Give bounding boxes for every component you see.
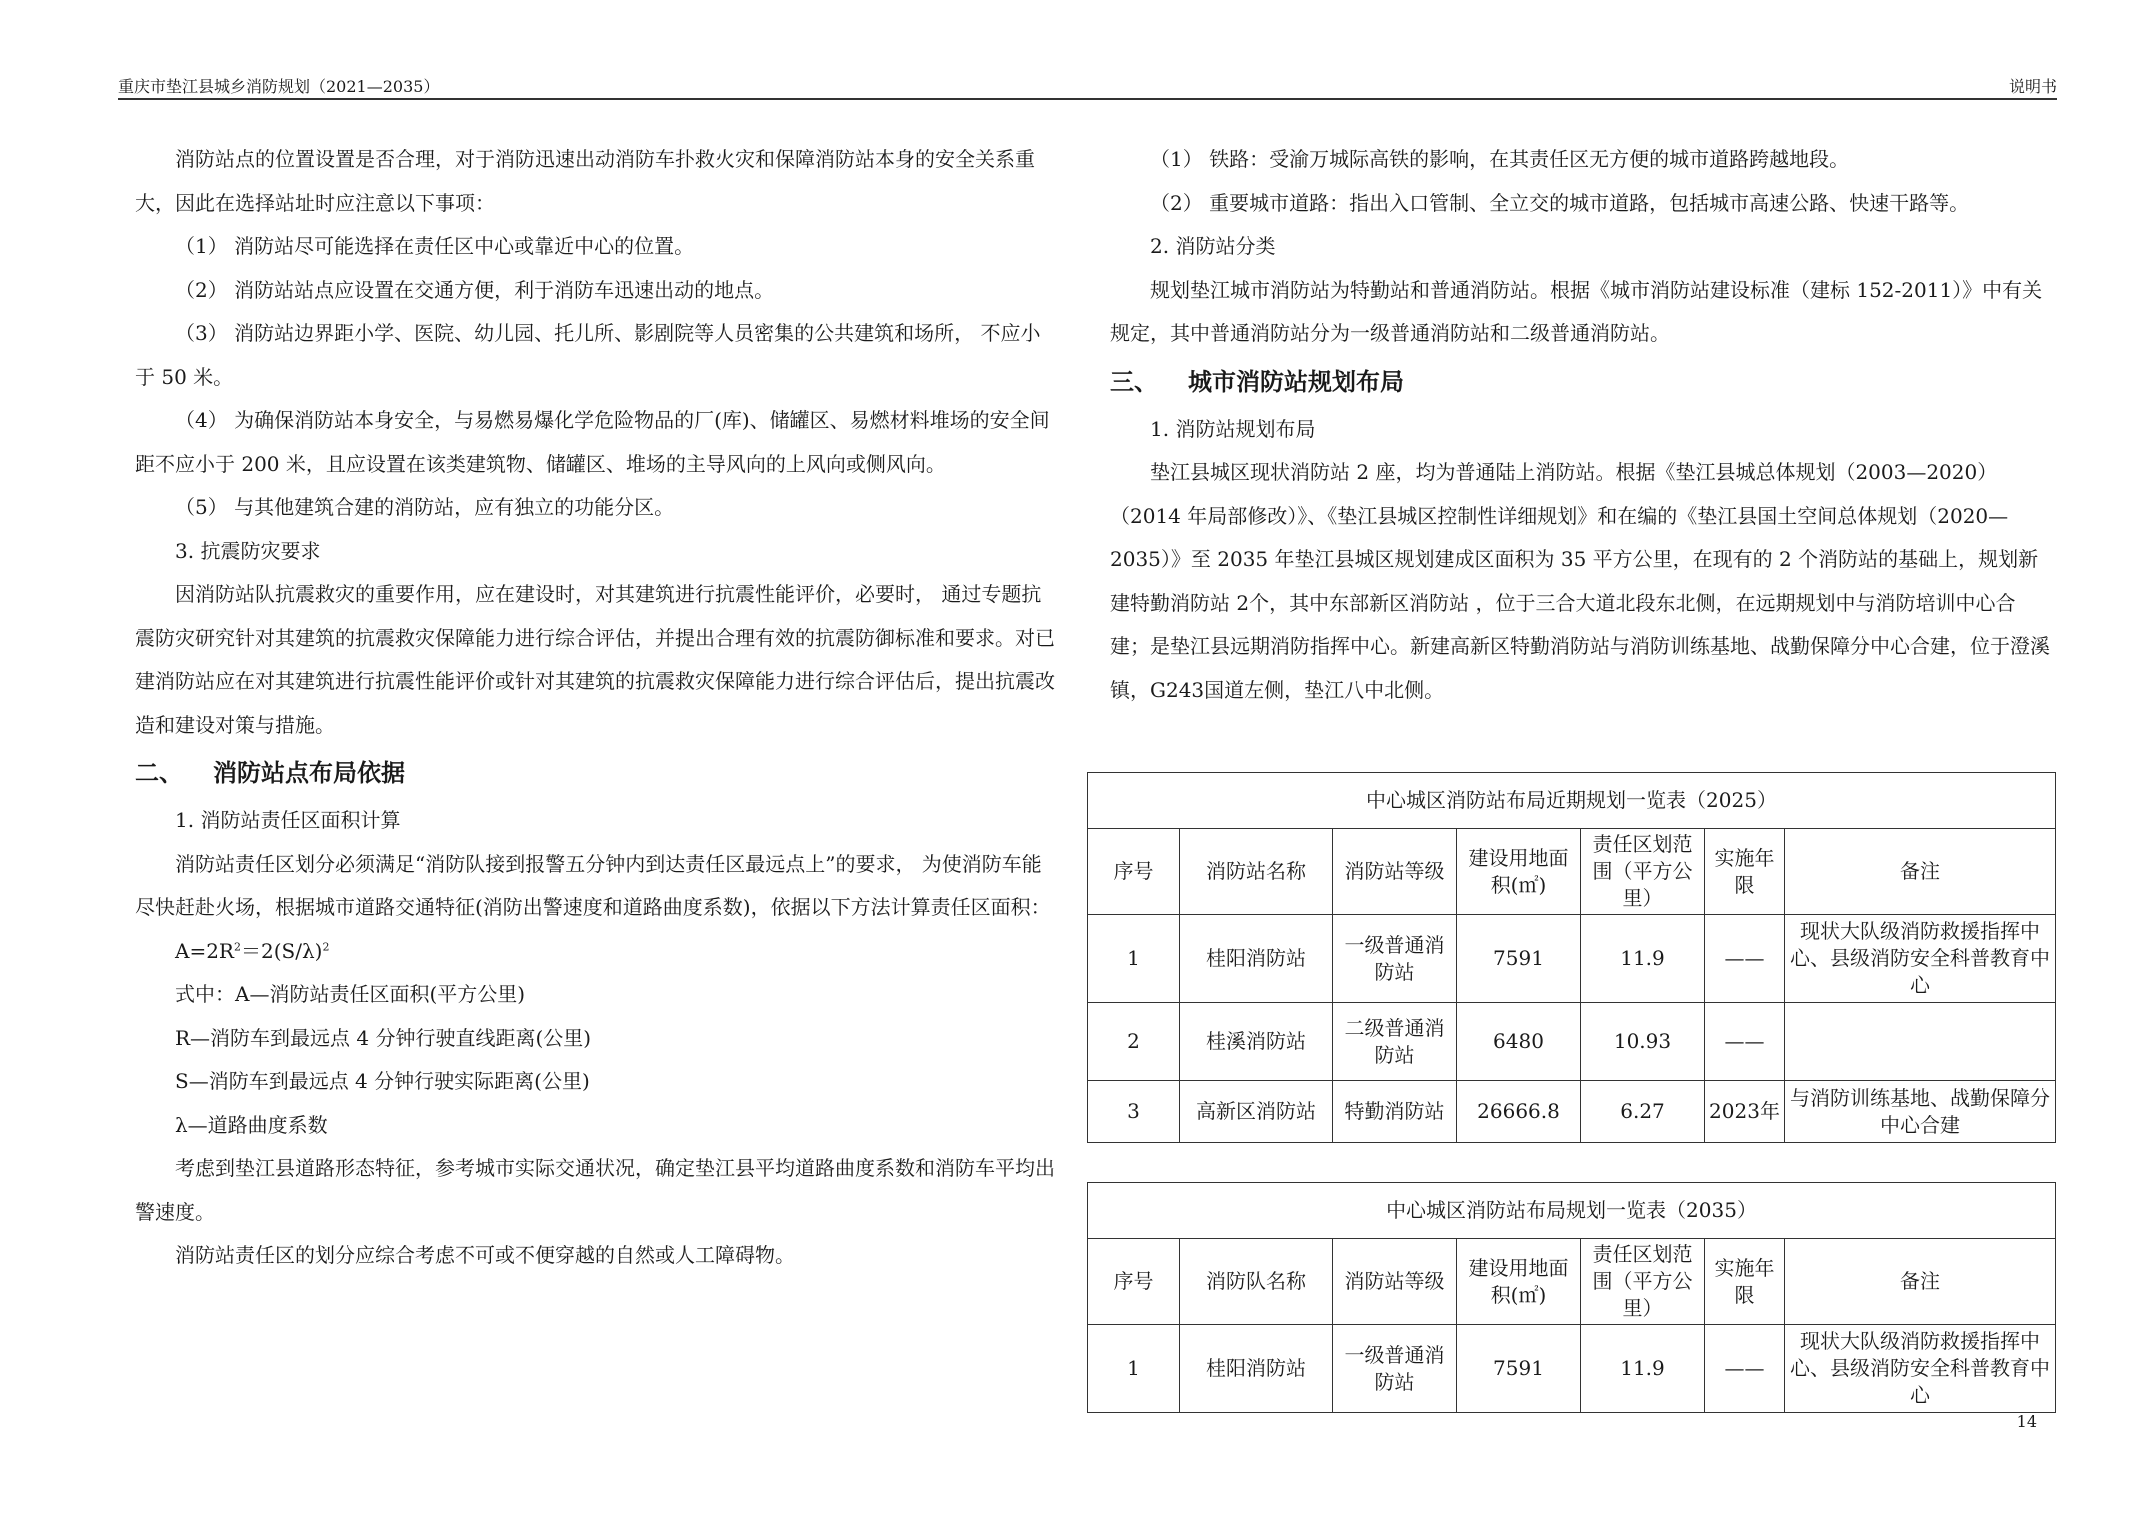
table-cell: 桂阳消防站	[1180, 1325, 1333, 1413]
table-header: 实施年限	[1705, 829, 1785, 915]
table-cell: 1	[1088, 1325, 1180, 1413]
table-header: 消防站名称	[1180, 829, 1333, 915]
table-caption: 中心城区消防站布局规划一览表（2035）	[1088, 1183, 2056, 1239]
subsection-heading: 3. 抗震防灾要求	[175, 538, 321, 563]
table-cell: 现状大队级消防救援指挥中心、县级消防安全科普教育中心	[1785, 1325, 2056, 1413]
station-plan-table-2035	[1087, 1182, 2056, 1413]
table-cell: 高新区消防站	[1180, 1081, 1333, 1143]
table-header: 消防站等级	[1333, 1239, 1457, 1325]
list-item: （3） 消防站边界距小学、医院、幼儿园、托儿所、影剧院等人员密集的公共建筑和场所， 不应小于 50 米。	[135, 321, 1041, 389]
document-type: 说明书	[2008, 77, 2057, 96]
table-caption: 中心城区消防站布局近期规划一览表（2025）	[1088, 773, 2056, 829]
table-cell: 二级普通消防站	[1333, 1003, 1457, 1081]
paragraph: 因消防站队抗震救灾的重要作用，应在建设时，对其建筑进行抗震性能评价，必要时， 通过专题抗震防灾研究针对其建筑的抗震救灾保障能力进行综合评估，并提出合理有效的抗震防御标准和要求。对已建消防站应在对其建筑进行抗震性能评价或针对其建筑的抗震救灾保障能力进行综合评估后，提出抗震改造和建设对策与措施。	[135, 582, 1055, 737]
table-cell: ——	[1705, 1325, 1785, 1413]
formula-superscript: 2	[322, 939, 330, 953]
table-header: 备注	[1785, 1239, 2056, 1325]
list-item: （2） 消防站站点应设置在交通方便，利于消防车迅速出动的地点。	[175, 277, 775, 302]
table-cell: 7591	[1457, 1325, 1581, 1413]
table-cell: 7591	[1457, 915, 1581, 1003]
table-cell: 10.93	[1581, 1003, 1705, 1081]
formula-superscript: 2	[233, 939, 241, 953]
formula-part: ＝2(S/λ)	[240, 938, 323, 963]
paragraph: 规划垫江城市消防站为特勤站和普通消防站。根据《城市消防站建设标准（建标 152-2011）》中有关规定，其中普通消防站分为一级普通消防站和二级普通消防站。	[1110, 277, 2043, 345]
table-header: 消防队名称	[1180, 1239, 1333, 1325]
table-cell: 特勤消防站	[1333, 1081, 1457, 1143]
list-item: （4） 为确保消防站本身安全，与易燃易爆化学危险物品的厂(库)、储罐区、易燃材料堆场的安全间距不应小于 200 米，且应设置在该类建筑物、储罐区、堆场的主导风向的上风向或侧风向。	[135, 408, 1050, 476]
table-cell: ——	[1705, 915, 1785, 1003]
definition: S—消防车到最远点 4 分钟行驶实际距离(公里)	[175, 1069, 590, 1093]
subsection-heading: 2. 消防站分类	[1150, 234, 1276, 258]
table-row	[1088, 1325, 2056, 1413]
page-header	[118, 72, 2057, 100]
table-header: 责任区划范围（平方公里）	[1581, 829, 1705, 915]
left-column	[135, 138, 1060, 1278]
definition: λ—道路曲度系数	[175, 1112, 328, 1137]
subsection-heading: 1. 消防站规划布局	[1150, 416, 1316, 441]
table-cell: 桂阳消防站	[1180, 915, 1333, 1003]
table-header: 备注	[1785, 829, 2056, 915]
section-heading	[135, 747, 1060, 799]
section-title: 城市消防站规划布局	[1188, 367, 1404, 396]
table-header: 序号	[1088, 829, 1180, 915]
table-cell: 26666.8	[1457, 1081, 1581, 1143]
list-item: （1） 消防站尽可能选择在责任区中心或靠近中心的位置。	[175, 234, 695, 258]
paragraph: 消防站点的位置设置是否合理，对于消防迅速出动消防车扑救火灾和保障消防站本身的安全关系重大，因此在选择站址时应注意以下事项：	[135, 147, 1035, 215]
paragraph: 垫江县城区现状消防站 2 座，均为普通陆上消防站。根据《垫江县城总体规划（2003—2020）（2014 年局部修改）》、《垫江县城区控制性详细规划》和在编的《垫江县国土空间总体规划（2020—2035）》至 2035 年垫江县城区规划建成区面积为 35 平方公里，在现有的 2 个消防站的基础上，规划新建特勤消防站 2个，其中东部新区消防站 ，位于三合大道北段东北侧，在远期规划中与消防培训中心合建；是垫江县远期消防指挥中心。新建高新区特勤消防站与消防训练基地、战勤保障分中心合建，位于澄溪镇，G243国道左侧，垫江八中北侧。	[1110, 460, 2050, 702]
table-cell: 与消防训练基地、战勤保障分中心合建	[1785, 1081, 2056, 1143]
table-cell: 现状大队级消防救援指挥中心、县级消防安全科普教育中心	[1785, 915, 2056, 1003]
table-cell: 11.9	[1581, 1325, 1705, 1413]
table-cell	[1785, 1003, 2056, 1081]
table-cell: 一级普通消防站	[1333, 1325, 1457, 1413]
table-cell: 2	[1088, 1003, 1180, 1081]
formula	[135, 930, 1060, 974]
definition: 式中：A—消防站责任区面积(平方公里)	[175, 982, 526, 1006]
list-item: （1） 铁路：受渝万城际高铁的影响，在其责任区无方便的城市道路跨越地段。	[1150, 147, 1850, 171]
table-cell: 11.9	[1581, 915, 1705, 1003]
section-number: 二、	[135, 759, 183, 787]
table-cell: 1	[1088, 915, 1180, 1003]
table-header: 消防站等级	[1333, 829, 1457, 915]
paragraph: 消防站责任区的划分应综合考虑不可或不便穿越的自然或人工障碍物。	[175, 1243, 795, 1267]
table-cell: 2023年	[1705, 1081, 1785, 1143]
table-header: 建设用地面积(㎡)	[1457, 829, 1581, 915]
table-header: 建设用地面积(㎡)	[1457, 1239, 1581, 1325]
definition: R—消防车到最远点 4 分钟行驶直线距离(公里)	[175, 1025, 592, 1050]
list-item: （5） 与其他建筑合建的消防站，应有独立的功能分区。	[175, 495, 675, 519]
table-row	[1088, 915, 2056, 1003]
paragraph: 考虑到垫江县道路形态特征，参考城市实际交通状况，确定垫江县平均道路曲度系数和消防车平均出警速度。	[135, 1156, 1055, 1224]
formula-part: A=2R	[175, 938, 234, 963]
table-header: 序号	[1088, 1239, 1180, 1325]
right-column	[1110, 138, 2055, 712]
document-title: 重庆市垫江县城乡消防规划（2021—2035）	[118, 77, 440, 96]
table-cell: 一级普通消防站	[1333, 915, 1457, 1003]
table-cell: 桂溪消防站	[1180, 1003, 1333, 1081]
table-row	[1088, 1003, 2056, 1081]
table-cell: 6480	[1457, 1003, 1581, 1081]
table-cell: 6.27	[1581, 1081, 1705, 1143]
table-header: 责任区划范围（平方公里）	[1581, 1239, 1705, 1325]
section-heading	[1110, 356, 2055, 408]
section-title: 消防站点布局依据	[213, 759, 405, 787]
station-plan-table-2025	[1087, 772, 2056, 1143]
table-row	[1088, 1081, 2056, 1143]
table-cell: ——	[1705, 1003, 1785, 1081]
page-number: 14	[2016, 1412, 2037, 1431]
section-number: 三、	[1110, 367, 1158, 396]
subsection-heading: 1. 消防站责任区面积计算	[175, 808, 401, 832]
paragraph: 消防站责任区划分必须满足“消防队接到报警五分钟内到达责任区最远点上”的要求， 为使消防车能尽快赶赴火场，根据城市道路交通特征(消防出警速度和道路曲度系数)，依据以下方法计算责任区面积：	[135, 851, 1051, 919]
table-header: 实施年限	[1705, 1239, 1785, 1325]
table-cell: 3	[1088, 1081, 1180, 1143]
list-item: （2） 重要城市道路：指出入口管制、全立交的城市道路，包括城市高速公路、快速干路等。	[1150, 190, 1970, 215]
